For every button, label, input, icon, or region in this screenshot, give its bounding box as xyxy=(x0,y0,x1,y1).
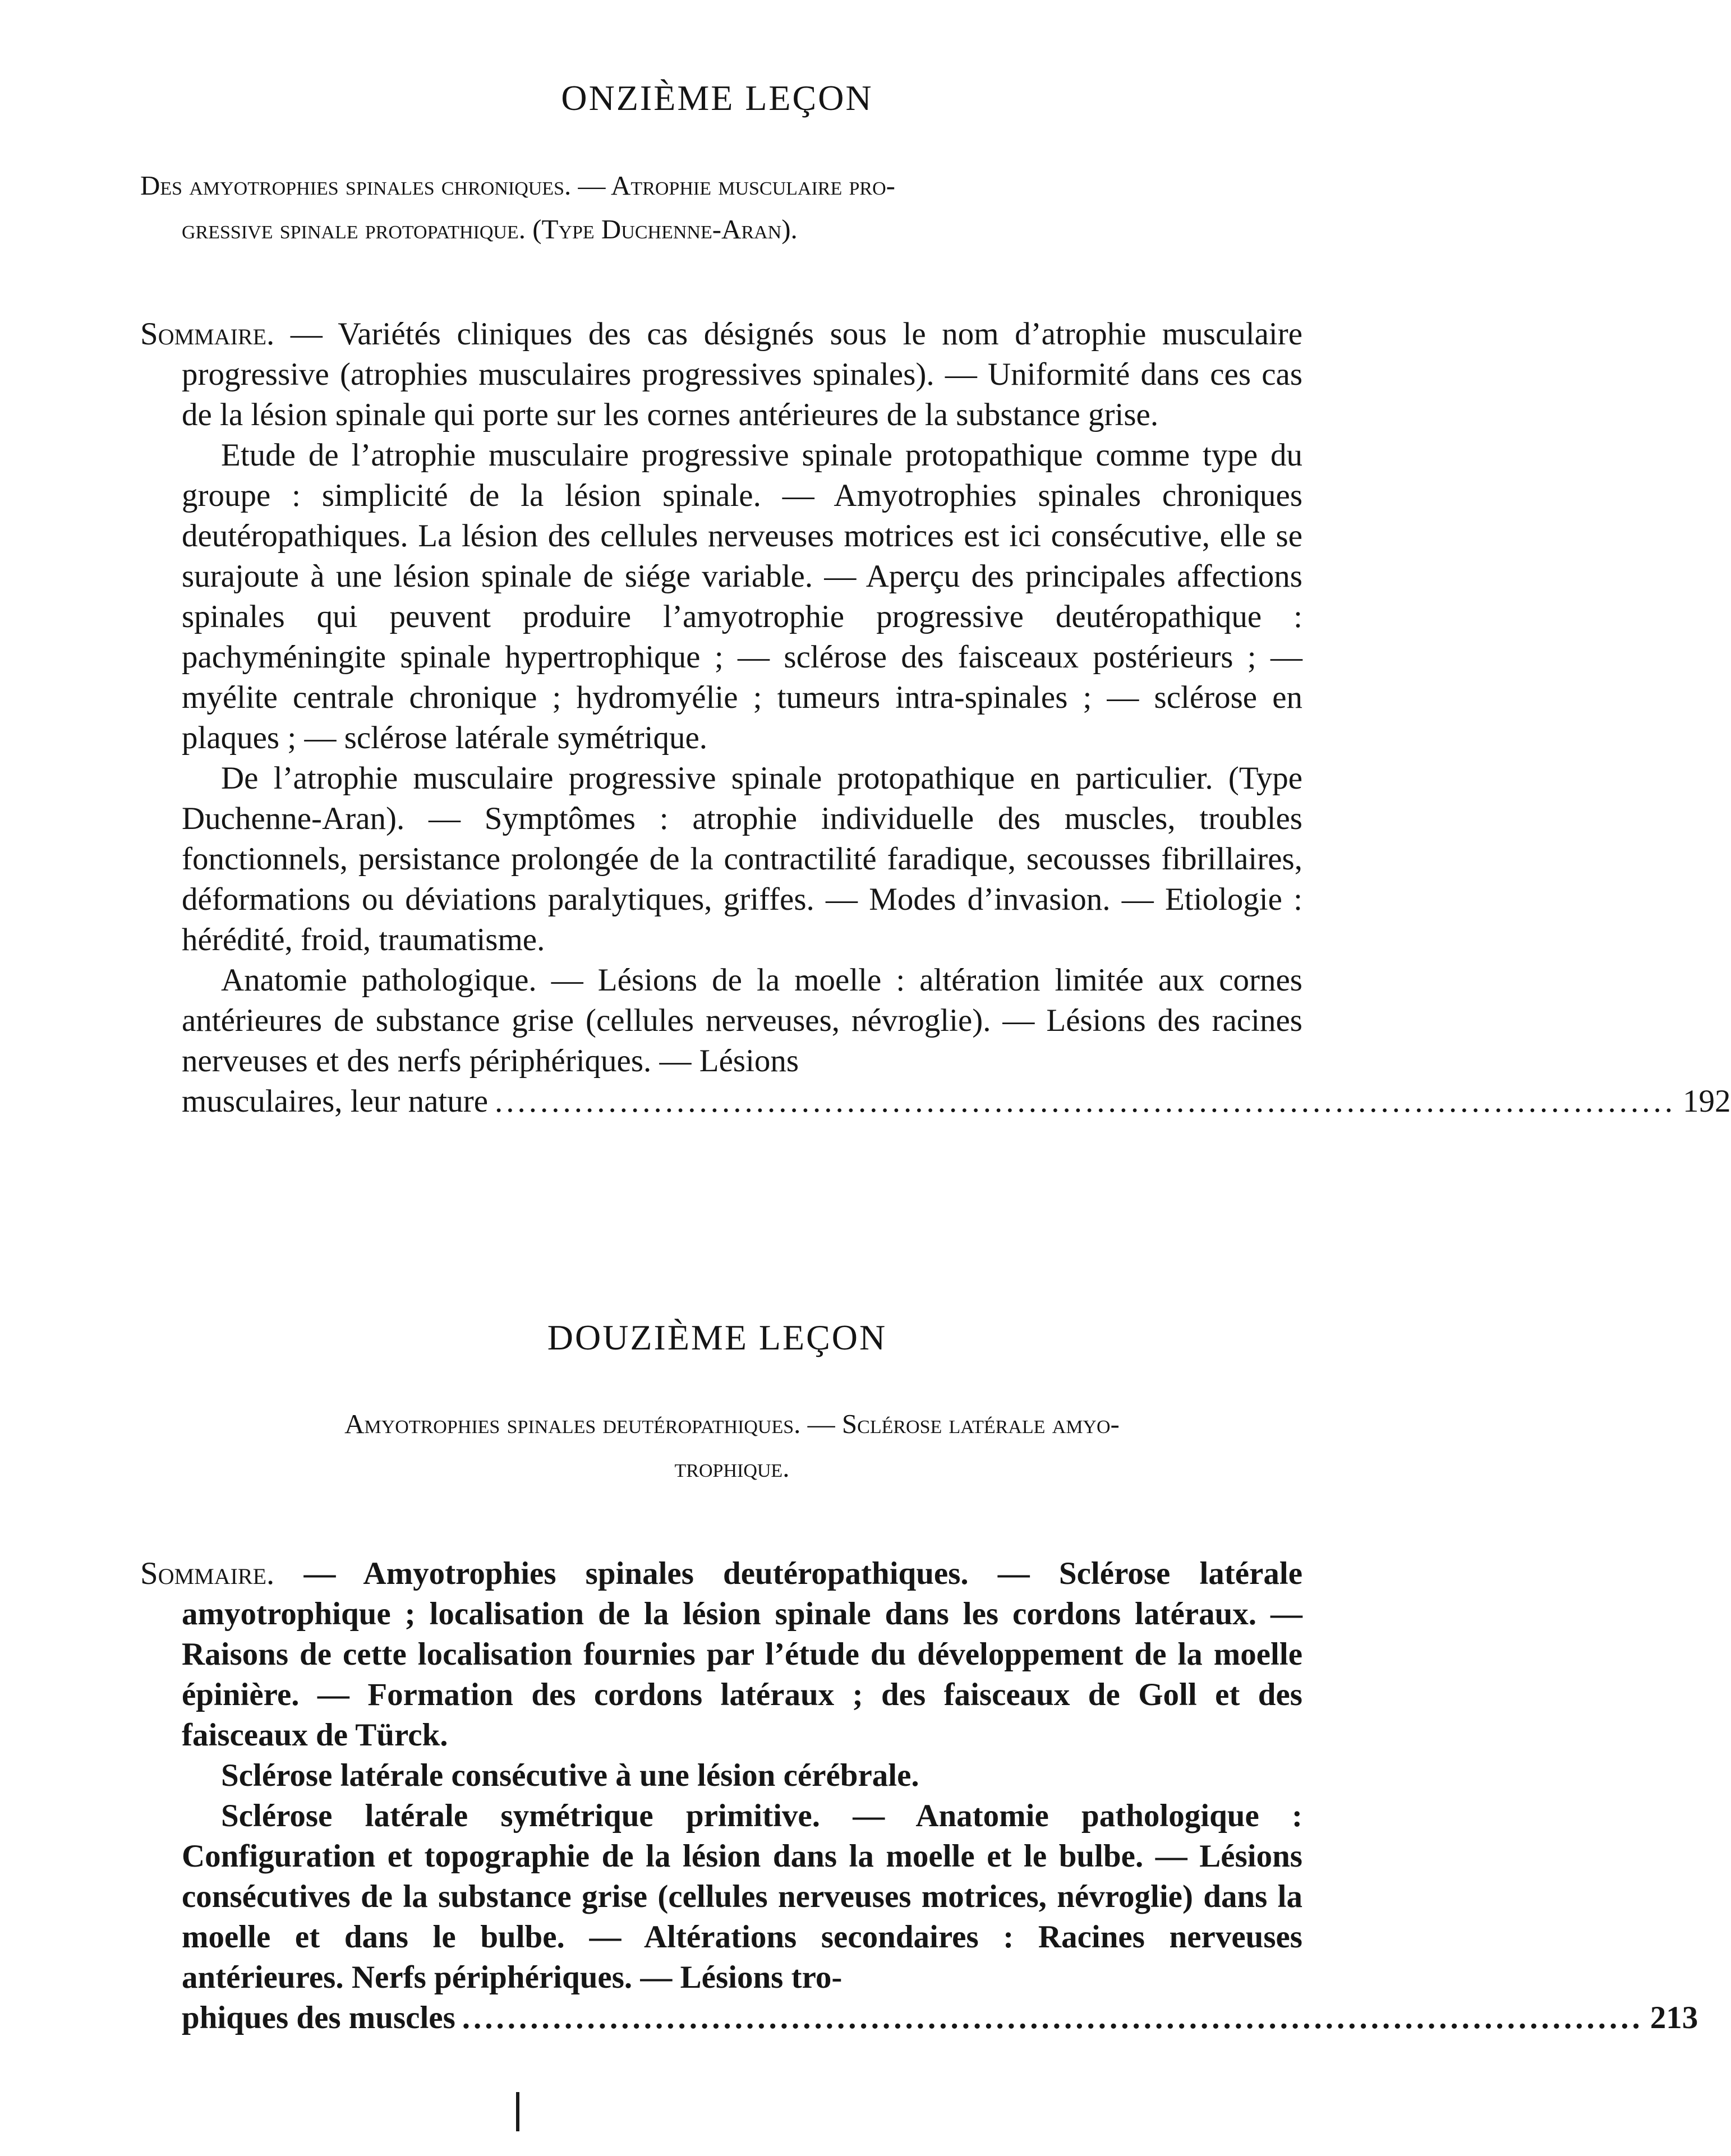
lecon-11-sommaire-para-4: Anatomie pathologique. — Lésions de la moelle : altération limitée aux cornes antérieures de substance grise (cellules nerveuses, névroglie). — Lésions des racines nerveuses et des nerfs périphériques. — Lésions xyxy=(182,962,1302,1079)
lecon-11-sommaire xyxy=(140,314,1731,1122)
lecon-11-toc-text: musculaires, leur nature xyxy=(182,1084,489,1119)
lecon-11-para-1-text: — Variétés cliniques des cas désignés sous le nom d’atrophie musculaire progressive (atrophies musculaires progressives spinales). — Uniformité dans ces cas de la lésion spinale qui porte sur les cornes antérieures de la substance grise. xyxy=(182,316,1302,432)
lecon-11-sommaire-para-1 xyxy=(140,314,1302,435)
lecon-11-sommaire-para-3: De l’atrophie musculaire progressive spinale protopathique en particulier. (Type Duchenne-Aran). — Symptômes : atrophie individuelle des muscles, troubles fonctionnels, persistance prolongée de la contractilité faradique, secousses fibrillaires, déformations ou déviations paralytiques, griffes. — Modes d’invasion. — Etiologie : hérédité, froid, traumatisme. xyxy=(182,761,1302,957)
lecon-11-subtitle-line-1: Des amyotrophies spinales chroniques. — Atrophie musculaire pro- xyxy=(140,170,895,201)
lecon-12-subtitle-line-2: trophique. xyxy=(674,1452,790,1483)
lecon-12-subtitle-line-1: Amyotrophies spinales deutéropathiques. — Sclérose latérale amyo- xyxy=(344,1408,1120,1439)
leader-dots: ........................................................................................................ xyxy=(462,2000,1643,2035)
leader-dots: ........................................................................................................ xyxy=(495,1084,1677,1119)
lecon-11-subtitle-line-2: gressive spinale protopathique. (Type Duchenne-Aran). xyxy=(182,214,798,245)
sommaire-label: Sommaire. xyxy=(140,1556,275,1591)
lecon-12-title: DOUZIÈME LEÇON xyxy=(547,1317,887,1357)
lecon-11-page-number: 192 xyxy=(1683,1084,1731,1119)
lecon-12-sommaire xyxy=(140,1554,1698,2038)
lecon-12-toc-entry-end xyxy=(140,1998,1698,2038)
lecon-12-para-1-text: — Amyotrophies spinales deutéropathiques. — Sclérose latérale amyotrophique ; localisation de la lésion spinale dans les cordons latéraux. — Raisons de cette localisation fournies par l’étude du développement de la moelle épinière. — Formation des cordons latéraux ; des faisceaux de Goll et des faisceaux de Türck. xyxy=(182,1556,1303,1753)
lecon-12-subtitle xyxy=(140,1402,1324,1490)
lecon-12-page-number: 213 xyxy=(1650,2000,1698,2035)
lecon-12-sommaire-para-1 xyxy=(140,1554,1302,1756)
lecon-12-sommaire-para-3: Sclérose latérale symétrique primitive. — Anatomie pathologique : Configuration et topographie de la lésion dans la moelle et le bulbe. — Lésions consécutives de la substance grise (cellules nerveuses motrices, névroglie) dans la moelle et dans le bulbe. — Altérations secondaires : Racines nerveuses antérieures. Nerfs périphériques. — Lésions tro- xyxy=(182,1798,1302,1995)
lecon-11-title: ONZIÈME LEÇON xyxy=(561,78,873,118)
lecon-11-sommaire-para-2: Etude de l’atrophie musculaire progressive spinale protopathique comme type du groupe : simplicité de la lésion spinale. — Amyotrophies spinales chroniques deutéropathiques. La lésion des cellules nerveuses motrices est ici consécutive, elle se surajoute à une lésion spinale de siége variable. — Aperçu des principales affections spinales qui peuvent produire l’amyotrophie progressive deutéropathique : pachyméningite spinale hypertrophique ; — sclérose des faisceaux postérieurs ; — myélite centrale chronique ; hydromyélie ; tumeurs intra-spinales ; — sclérose en plaques ; — sclérose latérale symétrique. xyxy=(182,437,1302,755)
margin-speck xyxy=(516,2092,519,2131)
lecon-11-subtitle xyxy=(140,164,1324,251)
lecon-12-toc-text: phiques des muscles xyxy=(182,2000,455,2035)
lecon-12-sommaire-para-2: Sclérose latérale consécutive à une lésion cérébrale. xyxy=(221,1758,919,1793)
lecon-11-toc-entry-end xyxy=(140,1081,1731,1122)
sommaire-label: Sommaire. xyxy=(140,316,275,352)
